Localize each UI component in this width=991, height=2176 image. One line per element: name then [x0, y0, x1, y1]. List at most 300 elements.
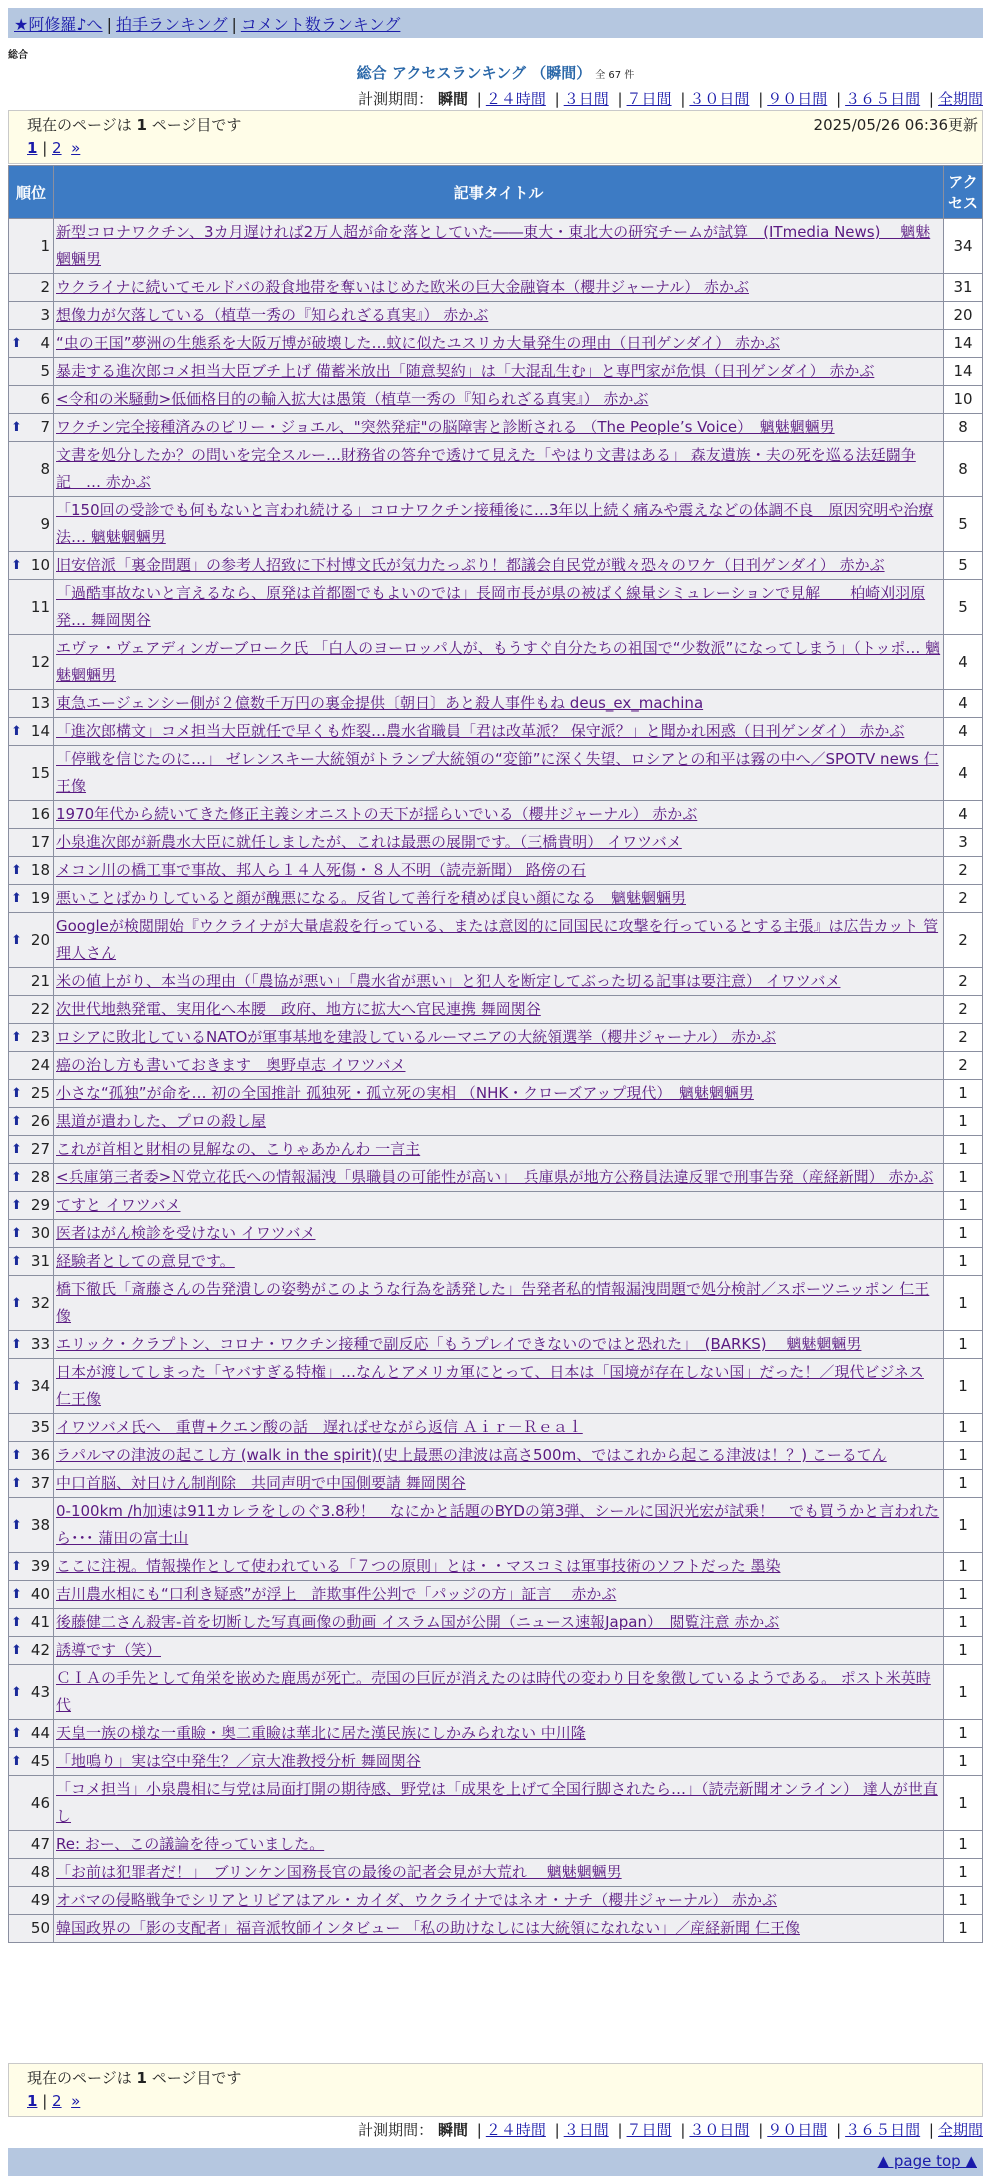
- access-count: 1: [944, 1637, 982, 1664]
- rank-number: 12: [30, 652, 50, 671]
- access-count: 1: [944, 1331, 982, 1358]
- page-2-link[interactable]: 2: [52, 2092, 62, 2110]
- rank-up-arrow-icon: ⬆: [11, 1476, 22, 1491]
- article-title-link[interactable]: ロシアに敗北しているNATOが軍事基地を建設しているルーマニアの大統領選挙（櫻井ジャーナル） 赤かぶ: [56, 1028, 777, 1046]
- article-title-link[interactable]: 黒道が遣わした、プロの殺し屋: [56, 1112, 267, 1130]
- home-link[interactable]: ★阿修羅♪へ: [14, 15, 103, 34]
- title-cell: [54, 552, 943, 579]
- article-title-link[interactable]: オバマの侵略戦争でシリアとリビアはアル・カイダ、ウクライナではネオ・ナチ（櫻井ジャーナル） 赤かぶ: [56, 1891, 778, 1909]
- rank-up-arrow-icon: ⬆: [11, 1517, 22, 1533]
- table-row: [9, 1192, 982, 1219]
- rank-up-arrow-icon: ⬆: [11, 863, 22, 878]
- access-count: 1: [944, 1414, 982, 1441]
- access-count: 1: [944, 1080, 982, 1107]
- article-title-link[interactable]: 「進次郎構文」コメ担当大臣就任で早くも炸裂…農水省職員「君は改革派？ 保守派？」と聞かれ困惑（日刊ゲンダイ） 赤かぶ: [56, 722, 905, 740]
- rank-up-arrow-icon: ⬆: [11, 1030, 22, 1045]
- rank-number: 22: [30, 1000, 50, 1018]
- total-count: 全 67 件: [595, 70, 635, 81]
- title-cell: [54, 1276, 943, 1330]
- article-title-link[interactable]: 東急エージェンシー側が２億数千万円の裏金提供〔朝日〕あと殺人事件もね deus_ex_machina: [56, 694, 704, 712]
- rank-number: 9: [40, 514, 50, 533]
- period-7d-link[interactable]: ７日間: [626, 90, 672, 108]
- rank-number: 39: [30, 1557, 50, 1575]
- rank-cell: [9, 1776, 53, 1830]
- article-title-link[interactable]: <令和の米騒動>低価格目的の輸入拡大は愚策（植草一秀の『知られざる真実』） 赤かぶ: [56, 390, 649, 408]
- current-page-number: 1: [136, 116, 147, 134]
- access-count: 4: [944, 801, 982, 828]
- article-title-link[interactable]: メコン川の橋工事で事故、邦人ら１４人死傷・８人不明（読売新聞） 路傍の石: [56, 861, 586, 879]
- access-count: 5: [944, 552, 982, 579]
- period-24h-link[interactable]: ２４時間: [485, 2121, 546, 2139]
- title-cell: [54, 1776, 943, 1830]
- rank-up-arrow-icon: ⬆: [11, 932, 22, 948]
- rank-cell: [9, 302, 53, 329]
- table-row: [9, 1052, 982, 1079]
- access-count: 1: [944, 1831, 982, 1858]
- article-title-link[interactable]: “虫の王国”夢洲の生態系を大阪万博が破壊した…蚊に似たユスリカ大量発生の理由（日刊ゲンダイ） 赤かぶ: [56, 334, 780, 352]
- rank-up-arrow-icon: ⬆: [11, 558, 22, 573]
- rank-up-arrow-icon: ⬆: [11, 1337, 22, 1352]
- rank-cell: [9, 1192, 53, 1219]
- rank-number: 17: [30, 833, 50, 851]
- table-row: [9, 1887, 982, 1914]
- article-title-link[interactable]: 「過酷事故ないと言えるなら、原発は首都圏でもよいのでは」長岡市長が県の被ばく線量シミュレーションで見解 柏崎刈羽原発… 舞岡関谷: [56, 584, 926, 629]
- article-title-link[interactable]: 経験者としての意見です。: [56, 1252, 235, 1270]
- rank-up-arrow-icon: ⬆: [11, 1559, 22, 1574]
- access-count: 1: [944, 1887, 982, 1914]
- period-current: 瞬間: [437, 90, 468, 108]
- article-title-link[interactable]: 文書を処分したか？の問いを完全スルー…財務省の答弁で透けて見えた「やはり文書はある」 森友遺族・夫の死を巡る法廷闘争記 … 赤かぶ: [56, 446, 916, 491]
- article-title-link[interactable]: 「コメ担当」小泉農相に与党は局面打開の期待感、野党は「成果を上げて全国行脚されたら…」（読売新聞オンライン） 達人が世直し: [56, 1780, 938, 1825]
- rank-number: 13: [30, 694, 50, 712]
- rank-up-arrow-icon: ⬆: [11, 724, 22, 739]
- rank-number: 7: [40, 418, 50, 436]
- article-title-link[interactable]: Re: おー、この議論を待っていました。: [56, 1835, 325, 1853]
- rank-number: 11: [30, 597, 50, 616]
- article-title-link[interactable]: Googleが検閲開始『ウクライナが大量虐殺を行っている、または意図的に同国民に攻撃を行っているとする主張』は広告カット 管理人さん: [56, 917, 939, 962]
- period-label: 計測期間：: [358, 90, 434, 108]
- access-count: 5: [944, 580, 982, 634]
- rank-number: 49: [30, 1891, 50, 1909]
- section-label: 総合: [8, 50, 28, 61]
- access-count: 1: [944, 1720, 982, 1747]
- article-title-link[interactable]: 吉川農水相にも“口利き疑惑”が浮上 詐欺事件公判で「パッジの方」証言 赤かぶ: [56, 1585, 617, 1603]
- access-count: 1: [944, 1164, 982, 1191]
- title-header: 記事タイトル: [54, 166, 943, 218]
- article-title-link[interactable]: 「150回の受診でも何もないと言われ続ける」コロナワクチン接種後に…3年以上続く痛みや震えなどの体調不良 原因究明や治療法… 魑魅魍魎男: [56, 501, 934, 546]
- title-cell: [54, 1442, 943, 1469]
- title-cell: [54, 1192, 943, 1219]
- table-row: [9, 829, 982, 856]
- rank-cell: [9, 1887, 53, 1914]
- rank-cell: [9, 690, 53, 717]
- rank-cell: [9, 1024, 53, 1051]
- table-row: [9, 1331, 982, 1358]
- rank-number: 18: [30, 861, 50, 879]
- rank-number: 6: [40, 390, 50, 408]
- next-page-link[interactable]: »: [71, 2092, 81, 2110]
- access-count: 4: [944, 718, 982, 745]
- rank-cell: [9, 442, 53, 496]
- rank-number: 31: [30, 1252, 50, 1270]
- article-title-link[interactable]: 次世代地熱発電、実用化へ本腰 政府、地方に拡大へ官民連携 舞岡関谷: [56, 1000, 541, 1018]
- access-count: 2: [944, 996, 982, 1023]
- rank-number: 2: [40, 278, 50, 296]
- rank-up-arrow-icon: ⬆: [11, 420, 22, 435]
- table-row: [9, 552, 982, 579]
- article-title-link[interactable]: 小泉進次郎が新農水大臣に就任しましたが、これは最悪の展開です。（三橋貴明） イワツバメ: [56, 833, 682, 851]
- access-count: 2: [944, 913, 982, 967]
- title-cell: [54, 1080, 943, 1107]
- access-count: 2: [944, 968, 982, 995]
- page-2-link[interactable]: 2: [52, 139, 62, 157]
- table-row: [9, 580, 982, 634]
- article-title-link[interactable]: エヴァ・ヴェアディンガーブローク氏 「白人のヨーロッパ人が、もうすぐ自分たちの祖国で“少数派”になってしまう」（トッポ… 魑魅魍魎男: [56, 639, 941, 684]
- table-row: [9, 330, 982, 357]
- rank-number: 16: [30, 805, 50, 823]
- title-cell: [54, 414, 943, 441]
- title-cell: [54, 996, 943, 1023]
- title-cell: [54, 1414, 943, 1441]
- rank-up-arrow-icon: ⬆: [11, 891, 22, 906]
- ranking-heading: [0, 62, 991, 83]
- rank-up-arrow-icon: ⬆: [11, 1198, 22, 1213]
- period-all-link[interactable]: 全期間: [937, 90, 983, 108]
- access-count: 1: [944, 1220, 982, 1247]
- table-row: [9, 1831, 982, 1858]
- table-row: [9, 1276, 982, 1330]
- ranking-table: [8, 165, 983, 1943]
- comment-ranking-link[interactable]: コメント数ランキング: [240, 15, 401, 34]
- title-cell: [54, 1748, 943, 1775]
- article-title-link[interactable]: 医者はがん検診を受けない イワツバメ: [56, 1224, 316, 1242]
- article-title-link[interactable]: これが首相と財相の見解なの、こりゃあかんわ 一言主: [56, 1140, 421, 1158]
- access-count: 1: [944, 1609, 982, 1636]
- title-cell: [54, 1859, 943, 1886]
- access-count: 1: [944, 1776, 982, 1830]
- table-row: [9, 857, 982, 884]
- hakushu-ranking-link[interactable]: 拍手ランキング: [115, 15, 228, 34]
- rank-number: 43: [30, 1682, 50, 1701]
- article-title-link[interactable]: 「お前は犯罪者だ！」 ブリンケン国務長官の最後の記者会見が大荒れ 魑魅魍魎男: [56, 1863, 622, 1881]
- rank-cell: [9, 1442, 53, 1469]
- rank-cell: [9, 1414, 53, 1441]
- rank-cell: [9, 552, 53, 579]
- access-count: 1: [944, 1192, 982, 1219]
- rank-number: 47: [30, 1835, 50, 1853]
- table-row: [9, 1581, 982, 1608]
- article-title-link[interactable]: 天皇一族の様な一重瞼・奥二重瞼は華北に居た漢民族にしかみられない 中川隆: [56, 1724, 586, 1742]
- title-cell: [54, 829, 943, 856]
- article-title-link[interactable]: 誘導です（笑）: [56, 1641, 162, 1659]
- rank-cell: [9, 801, 53, 828]
- table-row: [9, 801, 982, 828]
- article-title-link[interactable]: ワクチン完全接種済みのビリー・ジョエル、"突然発症"の脳障害と診断される （The People’s Voice） 魑魅魍魎男: [56, 418, 835, 436]
- article-title-link[interactable]: エリック・クラプトン、コロナ・ワクチン接種で副反応「もうプレイできないのではと恐れた」 (BARKS) 魑魅魍魎男: [56, 1335, 862, 1353]
- table-row: [9, 386, 982, 413]
- rank-cell: [9, 718, 53, 745]
- access-count: 1: [944, 1498, 982, 1552]
- article-title-link[interactable]: ＣＩＡの手先として角栄を嵌めた鹿馬が死亡。売国の巨匠が消えたのは時代の変わり目を象徴しているようである。 ポスト米英時代: [56, 1669, 931, 1714]
- rank-number: 27: [30, 1140, 50, 1158]
- page-1-link[interactable]: 1: [27, 2092, 38, 2110]
- rank-number: 19: [30, 889, 50, 907]
- rank-number: 40: [30, 1585, 50, 1603]
- article-title-link[interactable]: ここに注視。情報操作として使われている「７つの原則」とは・・マスコミは軍事技術のソフトだった 墨染: [56, 1557, 781, 1575]
- rank-up-arrow-icon: ⬆: [11, 1114, 22, 1129]
- rank-up-arrow-icon: ⬆: [11, 1684, 22, 1700]
- rank-cell: [9, 1720, 53, 1747]
- rank-number: 5: [40, 362, 50, 380]
- rank-number: 46: [30, 1793, 50, 1812]
- period-90d-link[interactable]: ９０日間: [767, 90, 828, 108]
- title-cell: [54, 913, 943, 967]
- title-cell: [54, 690, 943, 717]
- rank-number: 15: [30, 763, 50, 782]
- access-count: 1: [944, 1136, 982, 1163]
- article-title-link[interactable]: ラパルマの津波の起こし方 (walk in the spirit)(史上最悪の津波は高さ500m、ではこれから起こる津波は！？) こーるてん: [56, 1446, 887, 1464]
- rank-cell: [9, 1276, 53, 1330]
- title-cell: [54, 1581, 943, 1608]
- article-title-link[interactable]: 韓国政界の「影の支配者」福音派牧師インタビュー 「私の助けなしには大統領になれない」／産経新聞 仁王像: [56, 1919, 800, 1937]
- table-row: [9, 1470, 982, 1497]
- rank-number: 33: [30, 1335, 50, 1353]
- rank-number: 28: [30, 1168, 50, 1186]
- period-7d-link[interactable]: ７日間: [626, 2121, 672, 2139]
- rank-number: 44: [30, 1724, 50, 1742]
- table-row: [9, 690, 982, 717]
- rank-cell: [9, 746, 53, 800]
- access-count: 1: [944, 1553, 982, 1580]
- title-cell: [54, 635, 943, 689]
- access-count: 1: [944, 1359, 982, 1413]
- rank-number: 36: [30, 1446, 50, 1464]
- table-row: [9, 442, 982, 496]
- access-count: 3: [944, 829, 982, 856]
- title-cell: [54, 1470, 943, 1497]
- title-cell: [54, 1915, 943, 1942]
- period-selector-bottom: 計測期間： 瞬間 | ２４時間 | ３日間 | ７日間 | ３０日間 | ９０日間 | ３６５日間 | 全期間: [358, 2121, 983, 2139]
- period-all-link[interactable]: 全期間: [937, 2121, 983, 2139]
- table-row: [9, 1164, 982, 1191]
- period-30d-link[interactable]: ３０日間: [689, 90, 750, 108]
- article-title-link[interactable]: 悪いことばかりしていると顔が醜悪になる。反省して善行を積めば良い顔になる 魑魅魍魎男: [56, 889, 687, 907]
- rank-number: 8: [40, 459, 50, 478]
- rank-cell: [9, 1331, 53, 1358]
- article-title-link[interactable]: 癌の治し方も書いておきます 奥野卓志 イワツバメ: [56, 1056, 406, 1074]
- rank-up-arrow-icon: ⬆: [11, 1086, 22, 1101]
- rank-number: 29: [30, 1196, 50, 1214]
- rank-up-arrow-icon: ⬆: [11, 1254, 22, 1269]
- title-cell: [54, 1108, 943, 1135]
- rank-up-arrow-icon: ⬆: [11, 1170, 22, 1185]
- access-count: 1: [944, 1665, 982, 1719]
- article-title-link[interactable]: イワツバメ氏へ 重曹+クエン酸の話 遅ればせながら返信 Ａｉｒ－Ｒｅａｌ: [56, 1418, 583, 1436]
- period-365d-link[interactable]: ３６５日間: [845, 2121, 921, 2139]
- table-row: [9, 1915, 982, 1942]
- paging-box-top: 現在のページは 1 ページ目です 2025/05/26 06:36更新 1 | 2 »: [8, 110, 983, 164]
- table-row: [9, 1359, 982, 1413]
- rank-cell: [9, 1748, 53, 1775]
- rank-up-arrow-icon: ⬆: [11, 1643, 22, 1658]
- article-title-link[interactable]: 米の値上がり、本当の理由（「農協が悪い」「農水省が悪い」と犯人を断定してぶった切る記事は要注意） イワツバメ: [56, 972, 841, 990]
- table-row: [9, 1498, 982, 1552]
- title-cell: [54, 857, 943, 884]
- rank-number: 50: [30, 1919, 50, 1937]
- rank-cell: [9, 1359, 53, 1413]
- rank-cell: [9, 1581, 53, 1608]
- article-title-link[interactable]: 日本が渡してしまった「ヤバすぎる特権」…なんとアメリカ軍にとって、日本は「国境が存在しない国」だった！／現代ビジネス 仁王像: [56, 1363, 924, 1408]
- title-cell: [54, 1665, 943, 1719]
- rank-number: 34: [30, 1376, 50, 1395]
- article-title-link[interactable]: 暴走する進次郎コメ担当大臣ブチ上げ 備蓄米放出「随意契約」は「大混乱生む」と専門家が危惧（日刊ゲンダイ） 赤かぶ: [56, 362, 875, 380]
- rank-number: 23: [30, 1028, 50, 1046]
- rank-cell: [9, 580, 53, 634]
- table-row: [9, 497, 982, 551]
- access-count: 8: [944, 414, 982, 441]
- access-count: 14: [944, 358, 982, 385]
- rank-cell: [9, 386, 53, 413]
- article-title-link[interactable]: 0-100km /h加速は911カレラをしのぐ3.8秒！ なにかと話題のBYDの第3弾、シールに国沢光宏が試乗！ でも買うかと言われたら･･･ 蒲田の富士山: [56, 1502, 940, 1547]
- rank-number: 10: [30, 556, 50, 574]
- article-title-link[interactable]: 「地鳴り」実は空中発生？／京大准教授分析 舞岡関谷: [56, 1752, 421, 1770]
- period-3d-link[interactable]: ３日間: [563, 2121, 609, 2139]
- access-count: 1: [944, 1581, 982, 1608]
- table-row: [9, 1553, 982, 1580]
- paging-box-bottom: 現在のページは 1 ページ目です 1 | 2 »: [8, 2063, 983, 2117]
- period-90d-link[interactable]: ９０日間: [767, 2121, 828, 2139]
- access-count: 4: [944, 690, 982, 717]
- access-count: 2: [944, 1024, 982, 1051]
- rank-cell: [9, 1859, 53, 1886]
- rank-up-arrow-icon: ⬆: [11, 1754, 22, 1769]
- period-selector-top: 計測期間： 瞬間 | ２４時間 | ３日間 | ７日間 | ３０日間 | ９０日間 | ３６５日間 | 全期間: [358, 90, 983, 108]
- title-cell: [54, 801, 943, 828]
- rank-cell: [9, 1609, 53, 1636]
- title-cell: [54, 386, 943, 413]
- rank-number: 38: [30, 1515, 50, 1534]
- rank-cell: [9, 330, 53, 357]
- article-title-link[interactable]: 想像力が欠落している（植草一秀の『知られざる真実』） 赤かぶ: [56, 306, 489, 324]
- article-title-link[interactable]: てすと イワツバメ: [56, 1196, 181, 1214]
- title-cell: [54, 1609, 943, 1636]
- title-cell: [54, 1359, 943, 1413]
- access-count: 5: [944, 497, 982, 551]
- rank-number: 41: [30, 1613, 50, 1631]
- table-row: [9, 1442, 982, 1469]
- table-row: [9, 885, 982, 912]
- period-30d-link[interactable]: ３０日間: [689, 2121, 750, 2139]
- table-row: [9, 1024, 982, 1051]
- article-title-link[interactable]: ウクライナに続いてモルドバの殺食地帯を奪いはじめた欧米の巨大金融資本（櫻井ジャーナル） 赤かぶ: [56, 278, 749, 296]
- period-365d-link[interactable]: ３６５日間: [845, 90, 921, 108]
- access-count: 8: [944, 442, 982, 496]
- article-title-link[interactable]: 旧安倍派「裏金問題」の参考人招致に下村博文氏が気力たっぷり！都議会自民党が戦々恐々のワケ（日刊ゲンダイ） 赤かぶ: [56, 556, 885, 574]
- title-cell: [54, 1887, 943, 1914]
- table-row: [9, 1609, 982, 1636]
- rank-cell: [9, 996, 53, 1023]
- title-cell: [54, 1220, 943, 1247]
- rank-cell: [9, 1915, 53, 1942]
- rank-cell: [9, 1637, 53, 1664]
- table-row: [9, 1859, 982, 1886]
- title-cell: [54, 968, 943, 995]
- title-cell: [54, 1331, 943, 1358]
- article-title-link[interactable]: <兵庫第三者委>Ｎ党立花氏への情報漏洩「県職員の可能性が高い」 兵庫県が地方公務員法違反罪で刑事告発（産経新聞） 赤かぶ: [56, 1168, 934, 1186]
- title-cell: [54, 580, 943, 634]
- period-24h-link[interactable]: ２４時間: [485, 90, 546, 108]
- next-page-link[interactable]: »: [71, 139, 81, 157]
- access-count: 2: [944, 857, 982, 884]
- rank-number: 21: [30, 972, 50, 990]
- table-row: [9, 219, 982, 273]
- rank-number: 26: [30, 1112, 50, 1130]
- title-cell: [54, 1164, 943, 1191]
- page-1-link[interactable]: 1: [27, 139, 38, 157]
- article-title-link[interactable]: 後藤健二さん殺害-首を切断した写真画像の動画 イスラム国が公開（ニュース速報Japan） 閲覧注意 赤かぶ: [56, 1613, 780, 1631]
- table-row: [9, 1414, 982, 1441]
- title-cell: [54, 1136, 943, 1163]
- rank-number: 42: [30, 1641, 50, 1659]
- rank-number: 3: [40, 306, 50, 324]
- rank-cell: [9, 1220, 53, 1247]
- title-cell: [54, 358, 943, 385]
- article-title-link[interactable]: 小さな“孤独”が命を… 初の全国推計 孤独死・孤立死の実相 （NHK・クローズアップ現代） 魑魅魍魎男: [56, 1084, 754, 1102]
- access-count: 34: [944, 219, 982, 273]
- table-row: [9, 746, 982, 800]
- table-row: [9, 1108, 982, 1135]
- rank-number: 32: [30, 1293, 50, 1312]
- access-count: 1: [944, 1748, 982, 1775]
- rank-number: 30: [30, 1224, 50, 1242]
- access-count: 10: [944, 386, 982, 413]
- article-title-link[interactable]: 中口首脳、対日けん制削除 共同声明で中国側要請 舞岡関谷: [56, 1474, 466, 1492]
- rank-number: 37: [30, 1474, 50, 1492]
- rank-up-arrow-icon: ⬆: [11, 1142, 22, 1157]
- rank-number: 14: [30, 722, 50, 740]
- access-count: 2: [944, 885, 982, 912]
- article-title-link[interactable]: 新型コロナワクチン、3カ月遅ければ2万人超が命を落としていた――東大・東北大の研究チームが試算 (ITmedia News) 魑魅魍魎男: [56, 223, 931, 268]
- period-3d-link[interactable]: ３日間: [563, 90, 609, 108]
- article-title-link[interactable]: 「停戦を信じたのに…」 ゼレンスキー大統領がトランプ大統領の“変節”に深く失望、ロシアとの和平は霧の中へ／SPOTV news 仁王像: [56, 750, 939, 795]
- access-count: 1: [944, 1442, 982, 1469]
- table-row: [9, 1748, 982, 1775]
- table-row: [9, 968, 982, 995]
- rank-number: 1: [40, 236, 50, 255]
- title-cell: [54, 1637, 943, 1664]
- updated-timestamp: 2025/05/26 06:36更新: [813, 116, 978, 134]
- access-count: 1: [944, 1470, 982, 1497]
- rank-cell: [9, 1080, 53, 1107]
- page-top-link[interactable]: ▲ page top ▲: [877, 2152, 977, 2170]
- rank-up-arrow-icon: ⬆: [11, 1295, 22, 1311]
- title-cell: [54, 1553, 943, 1580]
- title-cell: [54, 442, 943, 496]
- article-title-link[interactable]: 橋下徹氏「斎藤さんの告発潰しの姿勢がこのような行為を誘発した」告発者私的情報漏洩問題で処分検討／スポーツニッポン 仁王像: [56, 1280, 930, 1325]
- rank-cell: [9, 274, 53, 301]
- article-title-link[interactable]: 1970年代から続いてきた修正主義シオニストの天下が揺らいでいる（櫻井ジャーナル） 赤かぶ: [56, 805, 698, 823]
- title-cell: [54, 1720, 943, 1747]
- rank-cell: [9, 1164, 53, 1191]
- access-count: 1: [944, 1276, 982, 1330]
- rank-number: 20: [30, 930, 50, 949]
- access-count: 20: [944, 302, 982, 329]
- rank-cell: [9, 1665, 53, 1719]
- rank-cell: [9, 1470, 53, 1497]
- rank-up-arrow-icon: ⬆: [11, 1226, 22, 1241]
- ranking-title: 総合 アクセスランキング （瞬間）: [356, 64, 592, 82]
- table-row: [9, 1637, 982, 1664]
